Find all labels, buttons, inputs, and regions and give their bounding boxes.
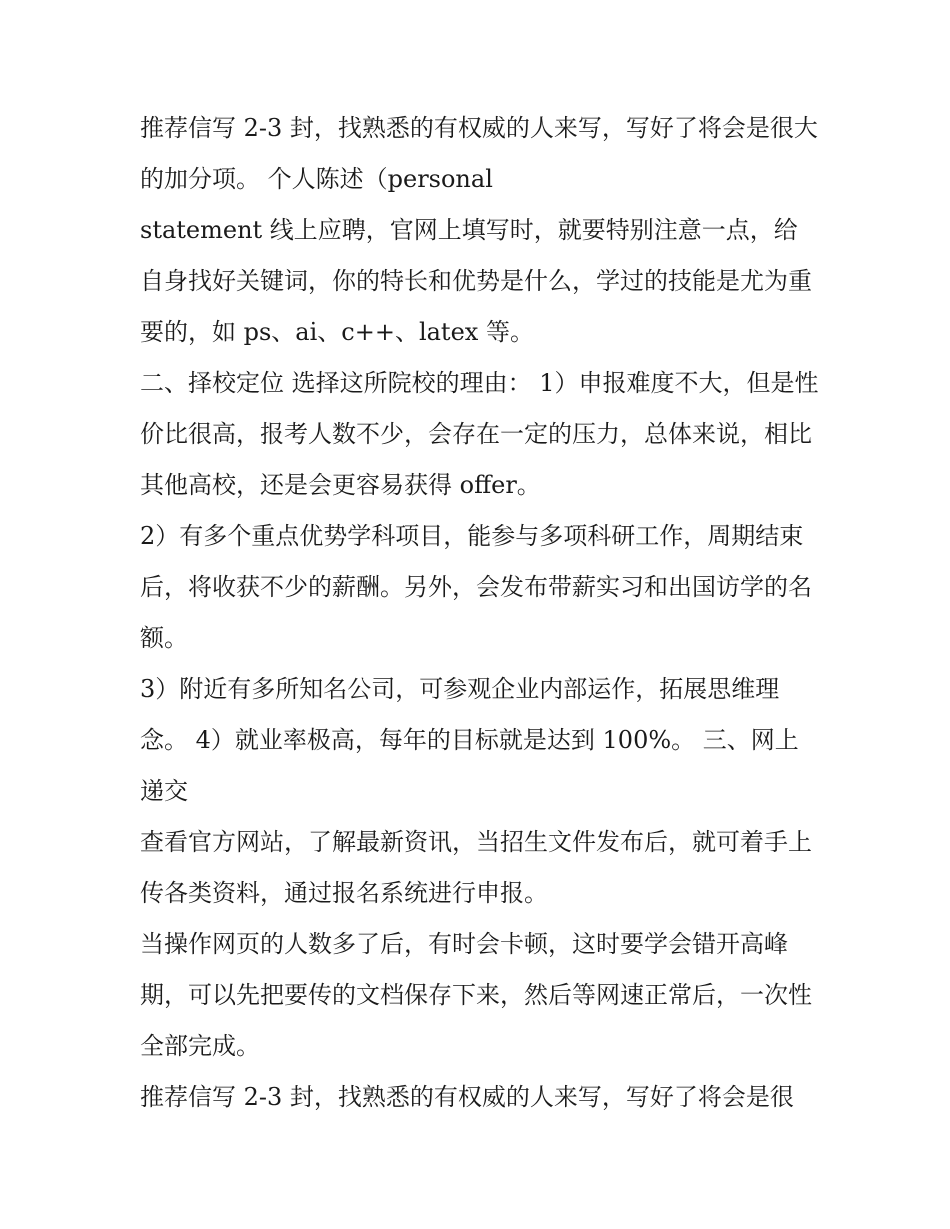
paragraph-peak-hours: 当操作网页的人数多了后，有时会卡顿，这时要学会错开高峰期，可以先把要传的文档保存下来，然后等网速正常后，一次性全部完成。: [140, 930, 812, 1060]
paragraph-reason-3-4: 3）附近有多所知名公司，可参观企业内部运作，拓展思维理念。 4）就业率极高，每年的目标就是达到 100%。 三、网上递交: [140, 675, 799, 805]
document-body: [140, 103, 820, 1123]
paragraph-school-choice: 二、择校定位 选择这所院校的理由： 1）申报难度不大，但是性价比很高，报考人数不少，会存在一定的压力，总体来说，相比其他高校，还是会更容易获得 offer。: [140, 369, 819, 499]
paragraph-reason-2: 2）有多个重点优势学科项目，能参与多项科研工作，周期结束后，将收获不少的薪酬。另外，会发布带薪实习和出国访学的名额。: [140, 522, 812, 652]
paragraph-personal-statement: statement 线上应聘，官网上填写时，就要特别注意一点，给自身找好关键词，你的特长和优势是什么，学过的技能是尤为重要的，如 ps、ai、c++、latex 等。: [140, 216, 812, 346]
paragraph-recommendation: 推荐信写 2-3 封，找熟悉的有权威的人来写，写好了将会是很大的加分项。 个人陈述（personal: [140, 114, 818, 193]
paragraph-official-site: 查看官方网站，了解最新资讯，当招生文件发布后，就可着手上传各类资料，通过报名系统进行申报。: [140, 828, 812, 907]
paragraph-recommendation-repeat: 推荐信写 2-3 封，找熟悉的有权威的人来写，写好了将会是很: [140, 1083, 794, 1111]
